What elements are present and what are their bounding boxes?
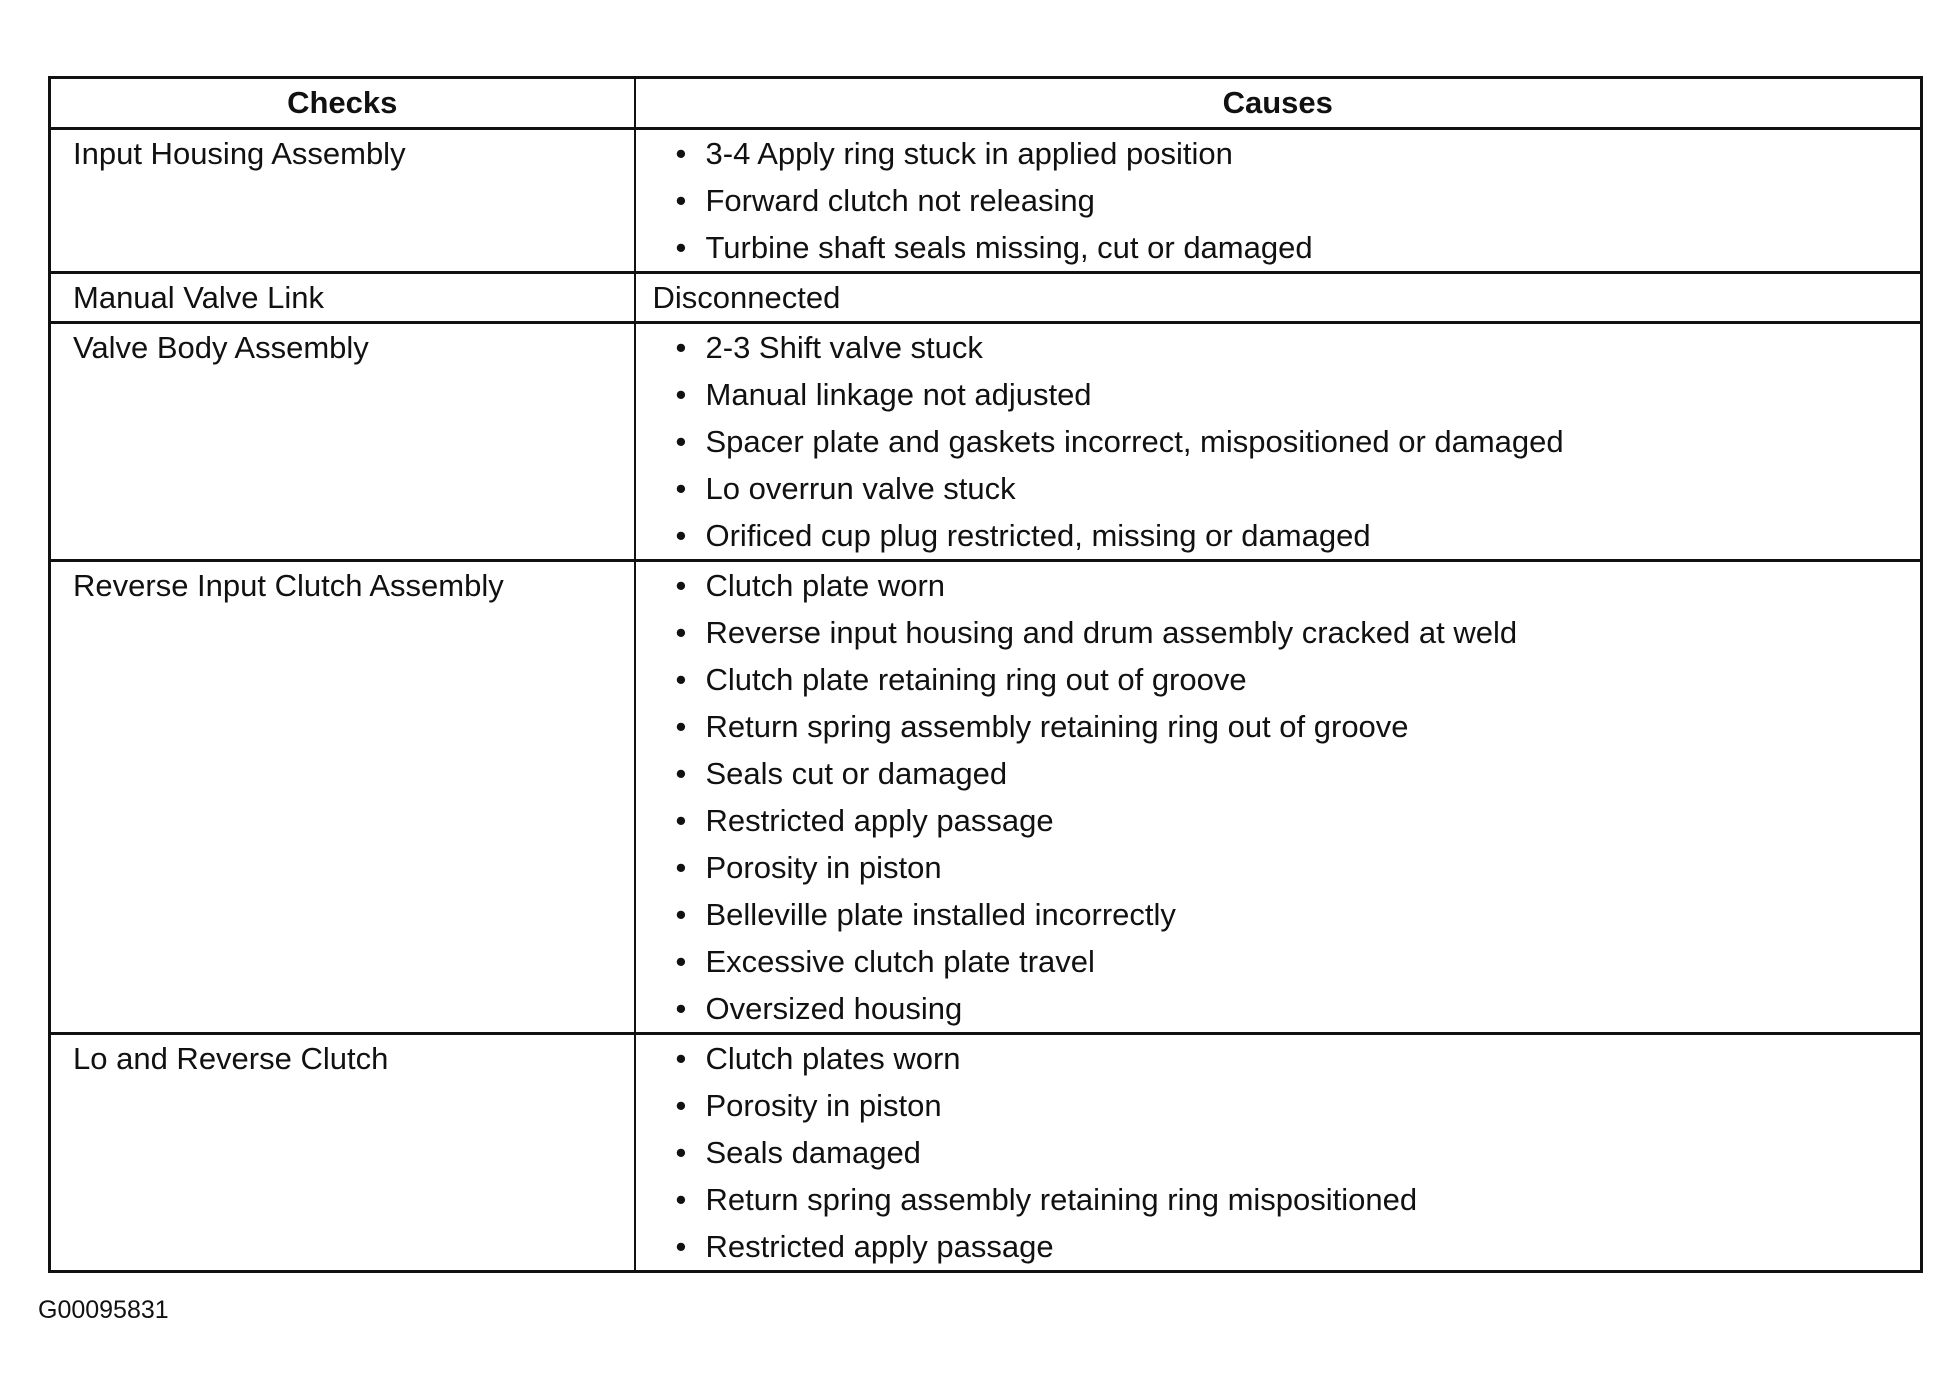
cause-item: • 3-4 Apply ring stuck in applied position (676, 130, 1921, 177)
cause-item: • Spacer plate and gaskets incorrect, mispositioned or damaged (676, 418, 1921, 465)
cause-item: • Oversized housing (676, 985, 1921, 1032)
cause-item: • 2-3 Shift valve stuck (676, 324, 1921, 371)
cause-item: • Porosity in piston (676, 1082, 1921, 1129)
cause-item: • Restricted apply passage (676, 1223, 1921, 1270)
causes-cell (635, 129, 1922, 273)
cause-list (676, 130, 1921, 271)
cause-item: • Reverse input housing and drum assembly cracked at weld (676, 609, 1921, 656)
cause-item: • Seals cut or damaged (676, 750, 1921, 797)
cause-item: • Clutch plates worn (676, 1035, 1921, 1082)
table-row (50, 129, 1922, 273)
check-cell: Input Housing Assembly (50, 129, 635, 273)
checks-causes-table (48, 76, 1923, 1273)
cause-item: • Turbine shaft seals missing, cut or damaged (676, 224, 1921, 271)
table-header-row (50, 78, 1922, 129)
header-checks: Checks (50, 78, 635, 129)
cause-list (676, 562, 1921, 1032)
causes-cell (635, 1034, 1922, 1272)
cause-item: • Porosity in piston (676, 844, 1921, 891)
figure-id-label: G00095831 (38, 1296, 169, 1324)
cause-list (676, 1035, 1921, 1270)
cause-item: • Orificed cup plug restricted, missing or damaged (676, 512, 1921, 559)
cause-item: • Lo overrun valve stuck (676, 465, 1921, 512)
causes-cell: Disconnected (635, 273, 1922, 323)
table-row (50, 561, 1922, 1034)
cause-item: • Forward clutch not releasing (676, 177, 1921, 224)
table-row (50, 323, 1922, 561)
cause-item: • Clutch plate retaining ring out of groove (676, 656, 1921, 703)
table-row (50, 273, 1922, 323)
cause-list (676, 324, 1921, 559)
cause-item: • Belleville plate installed incorrectly (676, 891, 1921, 938)
check-cell: Manual Valve Link (50, 273, 635, 323)
table-row (50, 1034, 1922, 1272)
cause-item: • Seals damaged (676, 1129, 1921, 1176)
check-cell: Valve Body Assembly (50, 323, 635, 561)
cause-item: • Restricted apply passage (676, 797, 1921, 844)
check-cell: Lo and Reverse Clutch (50, 1034, 635, 1272)
cause-item: • Return spring assembly retaining ring mispositioned (676, 1176, 1921, 1223)
header-causes: Causes (635, 78, 1922, 129)
check-cell: Reverse Input Clutch Assembly (50, 561, 635, 1034)
causes-cell (635, 323, 1922, 561)
cause-item: • Clutch plate worn (676, 562, 1921, 609)
cause-item: • Excessive clutch plate travel (676, 938, 1921, 985)
cause-item: • Manual linkage not adjusted (676, 371, 1921, 418)
causes-cell (635, 561, 1922, 1034)
cause-item: • Return spring assembly retaining ring out of groove (676, 703, 1921, 750)
